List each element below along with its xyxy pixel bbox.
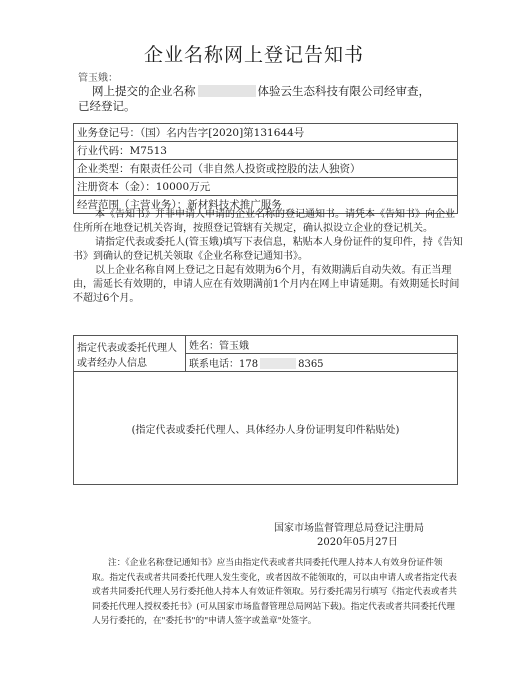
intro-text (78, 84, 478, 114)
paragraph-3: 以上企业名称自网上登记之日起有效期为6个月，有效期满后自动失效。有正当理由，需延长有效期的，申请人应在有效期满前1个月内在网上申请延期。有效期延长时间不超过6个月。 (73, 265, 460, 304)
contact-table (73, 335, 458, 485)
intro-line2: 已经登记。 (78, 99, 136, 113)
redacted-name (198, 85, 256, 97)
id-copy-area: (指定代表或委托代理人、具体经办人身份证明复印件粘贴处) (74, 372, 458, 485)
intro-suffix: 体验云生态科技有限公司经审查， (257, 84, 430, 98)
redacted-phone (260, 358, 296, 369)
issue-date: 2020年05月27日 (317, 537, 398, 548)
registration-info-table (73, 123, 458, 214)
page-title: 企业名称网上登记告知书 (143, 44, 364, 66)
contact-name (186, 336, 458, 354)
footnote: 注：《企业名称登记通知书》应当由指定代表或者共同委托代理人持本人有效身份证件领取。指定代表或者共同委托代理人发生变化，或者因故不能领取的，可以由申请人或者指定代表或者共同委托代理人另行委托他人持本人有效证件领取。另行委托需另行填写《指定代表或者共同委托代理人授权委托书》(可从国家市场监督管理总局网站下载)。指定代表或者共同委托代理人另行委托的，在"委托书"的"申请人签字或盖章"处签字。 (92, 558, 457, 626)
notice-body (73, 208, 463, 306)
info-row-industry-code: 行业代码：M7513 (74, 142, 458, 160)
info-row-business-no: 业务登记号：（国）名内告字[2020]第131644号 (74, 124, 458, 142)
paragraph-2: 请指定代表或委托人(管玉娥)填写下表信息，粘贴本人身份证件的复印件，持《告知书》到确认的登记机关领取《企业名称登记通知书》。 (73, 237, 463, 262)
info-row-capital: 注册资本（金）：10000万元 (74, 178, 458, 196)
paragraph-1: 本《告知书》并非申请人申请的企业名称的登记通知书。请凭本《告知书》向企业住所所在地登记机关咨询，按照登记管辖有关规定，确认拟设立企业的登记机关。 (73, 209, 455, 234)
salutation: 管玉娥： (78, 73, 118, 84)
intro-prefix: 网上提交的企业名称 (92, 84, 196, 98)
phone-tail: 8365 (298, 359, 324, 370)
name-text: 姓名：管玉娥 (189, 341, 249, 352)
contact-phone (186, 354, 458, 372)
issuing-authority: 国家市场监督管理总局登记注册局 (274, 523, 424, 534)
info-row-company-type: 企业类型：有限责任公司（非自然人投资或控股的法人独资） (74, 160, 458, 178)
phone-prefix: 联系电话：178 (189, 359, 259, 370)
info-row-business-scope: 经营范围（主营业务）：新材料技术推广服务 (74, 196, 458, 214)
contact-label: 指定代表或委托代理人或者经办人信息 (74, 336, 186, 372)
